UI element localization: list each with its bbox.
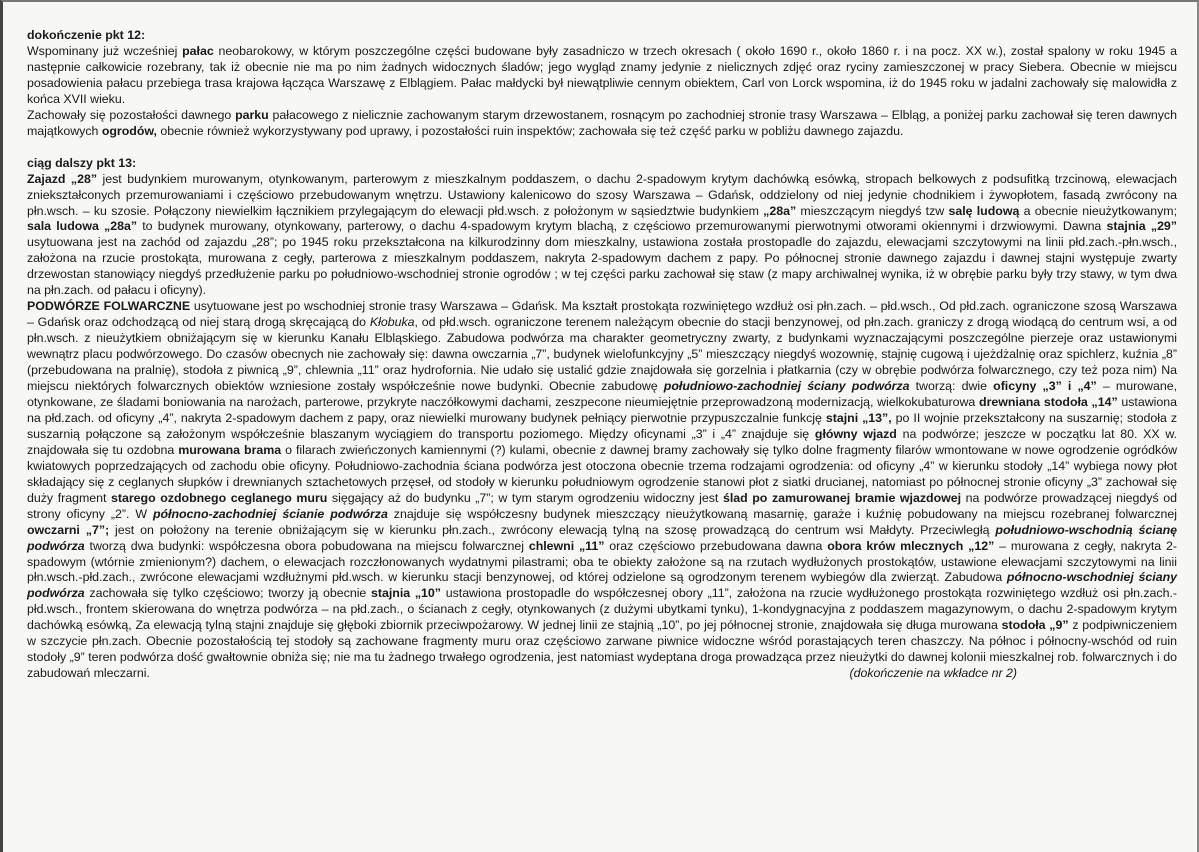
text-run: na podwórze prowadzącej niegdyś od strony oficyny „2”. W (27, 490, 1177, 521)
text-run: południowo-wschodnią ścianę podwórza (27, 522, 1178, 553)
text-run: neobarokowy, w którym poszczególne części budowane były zasadniczo w trzech okresach ( około 1690 r., około 1860 r. i na pocz. XX w.), został spalony w roku 1945 a następnie całkowicie rozebrany, tak iż obecnie nie ma po nim żadnych widocznych śladów; jego wygląd znamy jedynie z nielicznych zdjęć oraz ryciny zamieszczonej w pracy Siebera. Obecnie w miejscu posadowienia pałacu przebiega trasa krajowa łącząca Warszawę z Elblągiem. Pałac małdycki był niewątpliwie cennym obiektem, Carl von Lorck wspomina, iż do 1945 roku w jadalni zachowały się malowidła z końca XVII wieku. (27, 43, 1177, 106)
text-run: stajnia „29” (1106, 219, 1177, 234)
section-12-heading: dokończenie pkt 12: (27, 28, 146, 42)
text-run: pałac (182, 43, 214, 58)
section-gap (27, 140, 1177, 156)
section-13-heading: ciąg dalszy pkt 13: (27, 155, 137, 170)
section-13-paragraph-1 (27, 172, 1177, 300)
text-run: oraz częściowo przebudowana dawna (604, 538, 828, 553)
text-run: – murowana z cegły, nakryta 2-spadowym (wtórnie zmienionym?) dachem, o elewacjach rozczłonowanych wydatnymi pilastrami; oba te obiekty założone są na rzutach wydłużonych prostokątów, ustawione elewacjami szczytowymi na linii płn.wsch.-płd.zach., zwrócone elewacjami wzdłużnymi płd.wsch. w kierunku stacji benzynowej, od której odzielone są ogrodzonym terenem wybiegów dla zwierząt. Zabudowa (27, 538, 1178, 585)
text-run: tworzą: dwie (909, 379, 994, 394)
text-run: oficyny „3” i „4” (993, 379, 1097, 394)
text-run: obecnie również wykorzystywany pod uprawy, i pozostałości ruin inspektów; zachowała się też część parku w pobliżu dawnego zajazdu. (156, 123, 904, 138)
text-run: parku (235, 107, 269, 122)
text-run: Zajazd „28” (27, 171, 98, 186)
text-run: pałacowego z nielicznie zachowanym starym drzewostanem, rosnącym po zachodniej stronie trasy Warszawa – Elbląg, a poniżej parku zachował się teren dawnych majątkowych (27, 107, 1177, 138)
text-run: tworzą dwa budynki: współczesna obora pobudowana na miejscu folwarcznej (84, 538, 529, 553)
document-body (27, 28, 1177, 682)
continuation-note: (dokończenie na wkładce nr 2) (849, 666, 1017, 681)
text-run: a obecnie nieużytkowanym; (1019, 203, 1178, 218)
text-run: salę ludową (948, 203, 1020, 218)
text-run: drewniana stodoła „14” (979, 394, 1118, 409)
text-run: Kłobuka (369, 315, 415, 330)
text-run: – murowane, otynkowane, ze śladami boniowania na narożach, parterowe, przykryte naczółkowymi dachami, zeszpecone nieumiejętnie przeprowadzoną modernizacją, wielkokubaturowa (27, 379, 1178, 409)
text-run: sięgający aż do budynku „7”; w tym starym ogrodzeniu widoczny jest (327, 490, 723, 505)
text-run: znajduje się współczesny budynek mieszczący nieużytkowaną masarnię, garaże i kuźnię pobudowany na miejscu rozebranej folwarcznej (387, 506, 1178, 521)
text-run: ustawiona prostopadle do współczesnej obory „11”, założona na rzucie wydłużonego prostokąta rozwiniętego wzdłuż osi płn.zach.-płd.wsch., frontem skierowana do wnętrza podwórza – na płd.zach., o ścianach z cegły, otynkowanych (z dużymi ubytkami tynku), 1-kondygnacyjna z poddaszem magazynowym, o dachu 2-spadowym krytym dachówką esówką, Za elewacją tylną stajni znajduje się głęboki zbiornik przeciwpożarowy. W jednej linii ze stajnią „10”, po jej północnej stronie, znajdowała się długa murowana (27, 586, 1177, 633)
text-run: jest budynkiem murowanym, otynkowanym, parterowym z mieszkalnym poddaszem, o dachu 2-spadowym krytym dachówką esówką, stropach belkowych z podsufitką trzcinową, elewacjach zniekształconych przemurowaniami i częściowo przebudowanym wnętrzu. Ustawiony kalenicowo do szosy Warszawa – Gdańsk, oddzielony od niej jedynie chodnikiem i żywopłotem, fasadą zwrócony na płn.wsch. – ku szosie. Połączony niewielkim łącznikiem przylegającym do elewacji płd.wsch. z położonym w sąsiedztwie budynkiem (27, 171, 1177, 218)
text-run: mieszczącym niegdyś tzw (796, 203, 949, 218)
text-run: , od płd.wsch. ograniczone terenem należącym obecnie do stacji benzynowej, od płn.zach. graniczy z drogą wiodącą do centrum wsi, a od płn.wsch. z nieużytkiem obniżającym się w kierunku Kanału Elbląskiego. Zabudowa podwórza ma charakter geometryczny zwarty, z budynkami wyznaczającymi poszczególne pierzeje oraz ustawionymi wewnątrz placu podwórzowego. Do czasów obecnych nie zachowały się: dawna owczarnia „7”, budynek wielofunkcyjny „5” mieszczący niegdyś wozownię, stajnię cugową i ujeżdżalnię oraz spichlerz, kuźnia „8” (przebudowana na pralnię), stodoła z piwnicą „9”, chlewnia „11” oraz hydrofornia. Nie udało się ustalić gdzie znajdowała się gorzelnia i płatkarnia (czy w obrębie podwórza folwarcznego, czy też poza nim) Na miejscu niektórych folwarcznych obiektów wzniesione zostały współcześnie nowe budynki. Obecnie zabudowę (27, 315, 1177, 394)
text-run: z podpiwniczeniem w szczycie płn.zach. Obecnie pozostałością tej stodoły są zachowane fragmenty muru oraz częściowo zarwane piwnice widoczne wśród porastających teren chaszczy. Na północ i północny-wschód od ruin stodoły „9” teren podwórza dość gwałtownie obniża się; nie ma tu żadnego trwałego ogrodzenia, jest natomiast wydeptana droga prowadząca przez nieużytki do dawnej kolonii mieszkalnej rob. folwarcznych i do zabudowań mleczarni. (27, 618, 1178, 681)
text-run: starego ozdobnego ceglanego muru (111, 490, 328, 505)
text-run: stodoła „9” (1001, 618, 1069, 633)
text-run: obora krów mlecznych „12” (827, 538, 995, 553)
section-12-paragraph-2 (27, 108, 1177, 140)
text-run: główny wjazd (814, 426, 897, 441)
text-run: „28a” (763, 203, 797, 218)
text-run: zachowała się tylko częściowo; tworzy ją obecnie (84, 586, 372, 601)
text-run: na podwórze; jeszcze w początku lat 80. XX w. znajdowała się tu ozdobna (27, 426, 1177, 457)
text-run: Zachowały się pozostałości dawnego (27, 107, 236, 122)
text-run: ustawiona na płd.zach. od oficyny „4”, nakryta 2-spadowym dachem z papy, oraz niewielki murowany budynek pełniący pierwotnie przypuszczalnie funkcję (27, 394, 1177, 425)
text-run: murowana brama (178, 442, 282, 457)
text-run: sala ludowa „28a” (27, 219, 138, 234)
text-run: stajnia „10” (371, 586, 441, 601)
text-run: o filarach zwieńczonych kamiennymi (?) kulami, obecnie z dawnej bramy zachowały się tylko dolne fragmenty filarów wmontowane w nowe ogrodzenie ogródków kwiatowych poprzedzających od zachodu obie oficyny. Południowo-zachodnia ściana podwórza jest otoczona obecnie trzema rodzajami ogrodzenia: od oficyny „4” w kierunku stodoły „14” wybiega nowy płot składający się z ceglanych słupków i drewnianych sztachetowych przęseł, od stodoły w kierunku południowym ogrodzenie stanowi płot z siatki drucianej, natomiast po północnej stronie oficyny „3” zachował się duży fragment (27, 442, 1178, 505)
text-run: po II wojnie przekształcony na suszarnię; stodoła z suszarnią połączone są założonym współcześnie blaszanym wyciągiem do transportu poziomego. Między oficynami „3” i „4” znajduje się (27, 410, 1177, 441)
text-run: to budynek murowany, otynkowany, parterowy, o dachu 4-spadowym krytym blachą, z częściowo przemurowanymi pierwotnymi otworami okiennymi i drzwiowymi. Dawna (137, 219, 1107, 234)
text-run: stajni „13”, (825, 410, 892, 425)
text-run: usytuowane jest po wschodniej stronie trasy Warszawa – Gdańsk. Ma kształt prostokąta rozwiniętego wzdłuż osi płn.zach. – płd.wsch., Od płd.zach. ograniczone szosą Warszawa – Gdańsk oraz odchodzącą od niej starą drogą skręcającą do (27, 299, 1177, 330)
text-run: ogrodów, (101, 123, 157, 138)
text-run: chlewni „11” (528, 538, 605, 553)
text-run: owczarni „7”; (27, 522, 110, 537)
text-run: Wspominany już wcześniej (27, 43, 183, 58)
section-12-paragraph-1 (27, 44, 1177, 108)
section-13-paragraph-2 (27, 299, 1177, 682)
text-run: południowo-zachodniej ściany podwórza (663, 379, 910, 394)
text-run: północno-zachodniej ścianie podwórza (152, 506, 388, 521)
text-run: usytuowana jest na zachód od zajazdu „28”; po 1945 roku przekształcona na kilkurodzinny dom mieszkalny, ustawiona została prostopadle do zajazdu, elewacjami szczytowymi na linii płd.zach.-płn.wsch., założona na rzucie prostokąta, murowana z cegły, parterowa z mieszkalnym poddaszem, nakryta 2-spadowym dachem z papy. Po północnej stronie dawnego zajazdu i dawnej stajni występuje zwarty drzewostan stanowiący niegdyś przedłużenie parku po południowo-wschodniej stronie ogrodów ; w tej części parku zachował się staw (z mapy archiwalnej wynika, iż w obrębie parku były trzy stawy, w tym dwa na płn.zach. od pałacu i oficyny). (27, 235, 1177, 298)
text-run: ślad po zamurowanej bramie wjazdowej (722, 490, 962, 505)
text-run: PODWÓRZE FOLWARCZNE (27, 299, 191, 314)
text-run: jest on położony na terenie obniżającym się w kierunku płn.zach., zwrócony elewacją tylną na szosę prowadzącą do centrum wsi Małdyty. Przeciwległą (109, 522, 996, 537)
text-run: północno-wschodniej ściany podwórza (27, 570, 1178, 601)
